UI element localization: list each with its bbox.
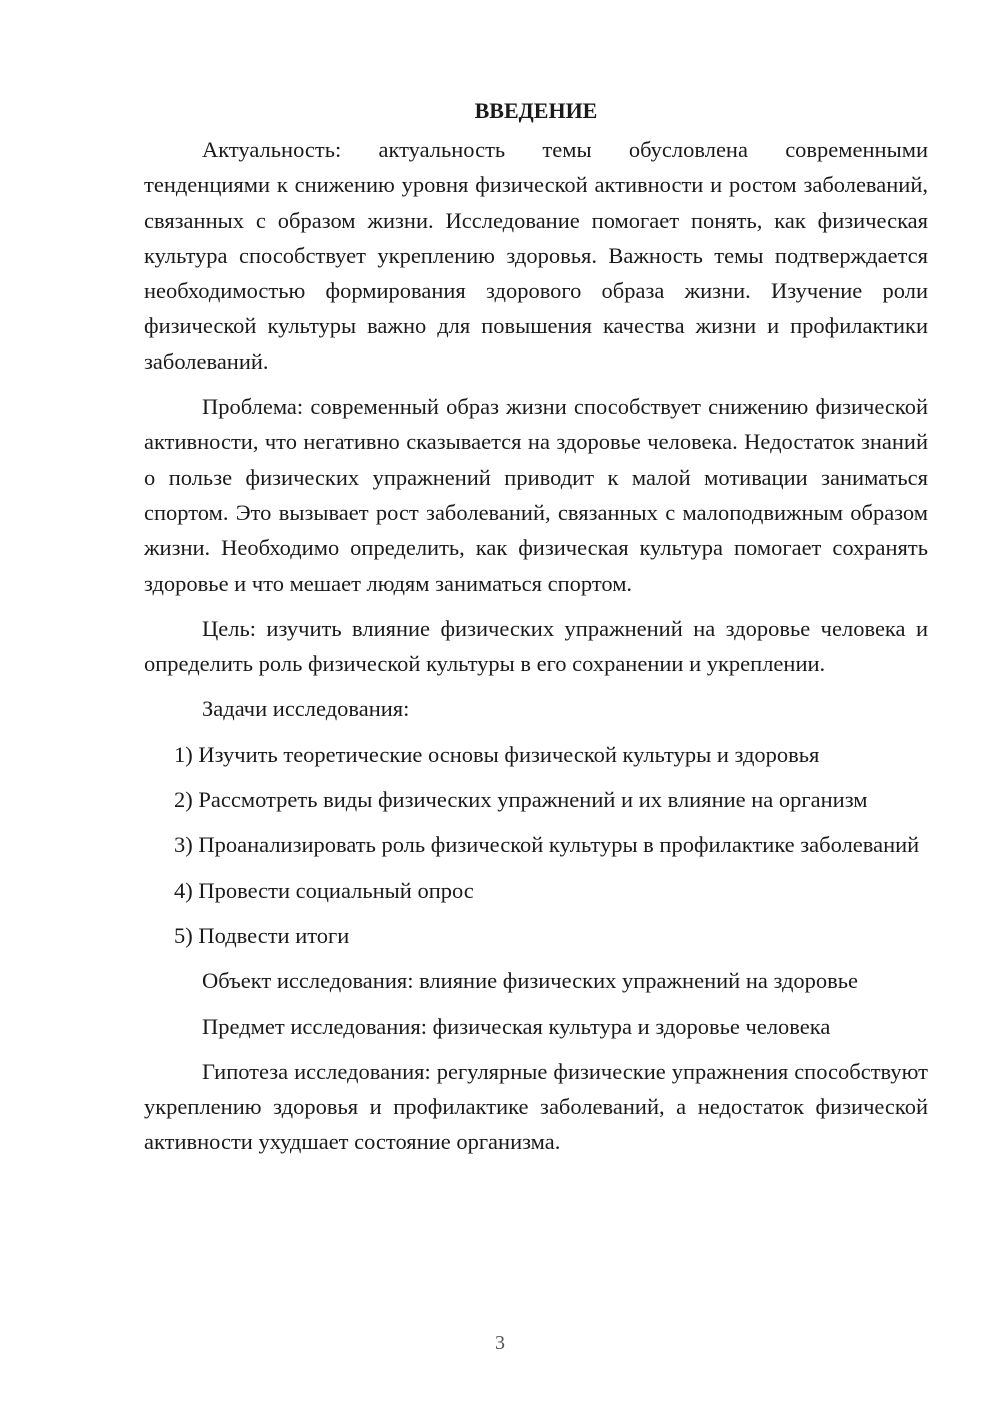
tasks-heading: Задачи исследования:	[202, 696, 410, 722]
page-number: 3	[495, 1332, 505, 1354]
document-page	[144, 96, 928, 1170]
task-item-5: 5) Подвести итоги	[174, 922, 350, 948]
task-item-2: 2) Рассмотреть виды физических упражнений и их влияние на организм	[174, 787, 868, 813]
relevance-paragraph: Актуальность: актуальность темы обусловлена современными тенденциями к снижению уровня физической активности и ростом заболеваний, связанных с образом жизни. Исследование помогает понять, как физическая культура способствует укреплению здоровья. Важность темы подтверждается необходимостью формирования здорового образа жизни. Изучение роли физической культуры важно для повышения качества жизни и профилактики заболеваний.	[144, 137, 928, 374]
page-title: ВВЕДЕНИЕ	[474, 98, 598, 123]
subject-paragraph: Предмет исследования: физическая культура и здоровье человека	[202, 1013, 831, 1039]
task-item-4: 4) Провести социальный опрос	[174, 877, 474, 903]
goal-paragraph: Цель: изучить влияние физических упражнений на здоровье человека и определить роль физической культуры в его сохранении и укреплении.	[144, 615, 928, 677]
problem-paragraph: Проблема: современный образ жизни способствует снижению физической активности, что негативно сказывается на здоровье человека. Недостаток знаний о пользе физических упражнений приводит к малой мотивации заниматься спортом. Это вызывает рост заболеваний, связанных с малоподвижным образом жизни. Необходимо определить, как физическая культура помогает сохранять здоровье и что мешает людям заниматься спортом.	[144, 394, 928, 596]
task-item-3: 3) Проанализировать роль физической культуры в профилактике заболеваний	[174, 832, 920, 858]
object-paragraph: Объект исследования: влияние физических упражнений на здоровье	[202, 968, 859, 994]
hypothesis-paragraph: Гипотеза исследования: регулярные физические упражнения способствуют укреплению здоровья и профилактике заболеваний, а недостаток физической активности ухудшает состояние организма.	[144, 1058, 928, 1155]
task-item-1: 1) Изучить теоретические основы физической культуры и здоровья	[174, 741, 820, 767]
